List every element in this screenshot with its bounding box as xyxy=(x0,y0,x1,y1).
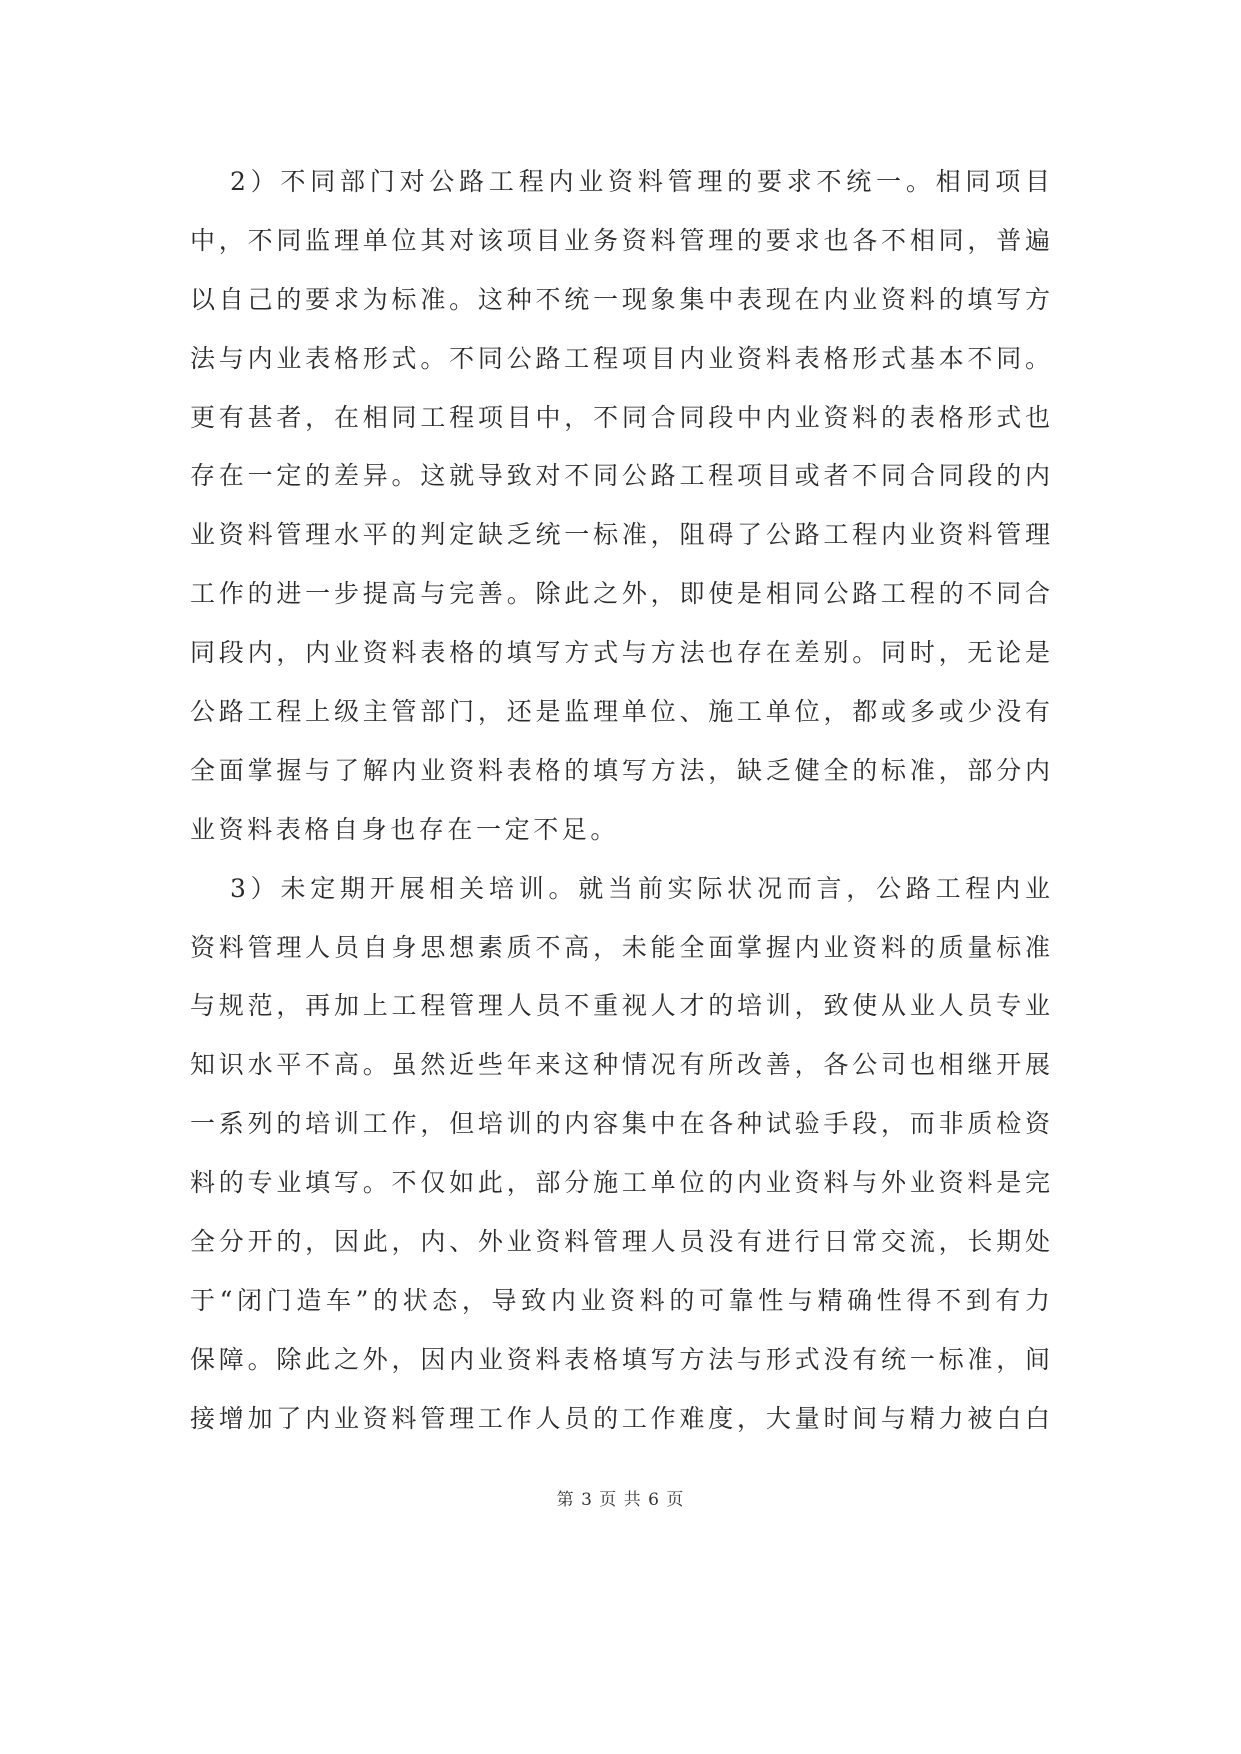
text-line: 全分开的，因此，内、外业资料管理人员没有进行日常交流，长期处 xyxy=(190,1227,1050,1257)
text-line: 3）未定期开展相关培训。就当前实际状况而言，公路工程内业 xyxy=(230,873,1050,903)
text-line: 一系列的培训工作，但培训的内容集中在各种试验手段，而非质检资 xyxy=(190,1109,1050,1139)
text-line: 同段内，内业资料表格的填写方式与方法也存在差别。同时，无论是 xyxy=(190,638,1050,668)
text-line: 存在一定的差异。这就导致对不同公路工程项目或者不同合同段的内 xyxy=(190,461,1050,491)
text-line: 保障。除此之外，因内业资料表格填写方法与形式没有统一标准，间 xyxy=(190,1344,1050,1374)
text-line: 以自己的要求为标准。这种不统一现象集中表现在内业资料的填写方 xyxy=(190,284,1050,314)
text-line: 料的专业填写。不仅如此，部分施工单位的内业资料与外业资料是完 xyxy=(190,1168,1050,1198)
text-line: 中，不同监理单位其对该项目业务资料管理的要求也各不相同，普遍 xyxy=(190,225,1050,255)
text-line: 业资料表格自身也存在一定不足。 xyxy=(190,814,620,844)
page-number-footer: 第 3 页 共 6 页 xyxy=(556,1490,685,1510)
text-line: 资料管理人员自身思想素质不高，未能全面掌握内业资料的质量标准 xyxy=(190,932,1050,962)
paragraph-1 xyxy=(190,153,1050,860)
body-text xyxy=(190,153,1050,1449)
text-line: 业资料管理水平的判定缺乏统一标准，阻碍了公路工程内业资料管理 xyxy=(190,520,1050,550)
text-line: 全面掌握与了解内业资料表格的填写方法，缺乏健全的标准，部分内 xyxy=(190,755,1050,785)
text-line: 接增加了内业资料管理工作人员的工作难度，大量时间与精力被白白 xyxy=(190,1403,1050,1433)
text-line: 知识水平不高。虽然近些年来这种情况有所改善，各公司也相继开展 xyxy=(190,1050,1050,1080)
text-line: 与规范，再加上工程管理人员不重视人才的培训，致使从业人员专业 xyxy=(190,991,1050,1021)
text-line: 工作的进一步提高与完善。除此之外，即使是相同公路工程的不同合 xyxy=(190,579,1050,609)
paragraph-2 xyxy=(190,860,1050,1449)
text-line: 公路工程上级主管部门，还是监理单位、施工单位，都或多或少没有 xyxy=(190,697,1050,727)
text-line: 2）不同部门对公路工程内业资料管理的要求不统一。相同项目 xyxy=(230,167,1050,196)
text-line: 法与内业表格形式。不同公路工程项目内业资料表格形式基本不同。 xyxy=(190,343,1050,373)
text-line: 于“闭门造车”的状态，导致内业资料的可靠性与精确性得不到有力 xyxy=(190,1285,1050,1315)
text-line: 更有甚者，在相同工程项目中，不同合同段中内业资料的表格形式也 xyxy=(190,402,1050,432)
